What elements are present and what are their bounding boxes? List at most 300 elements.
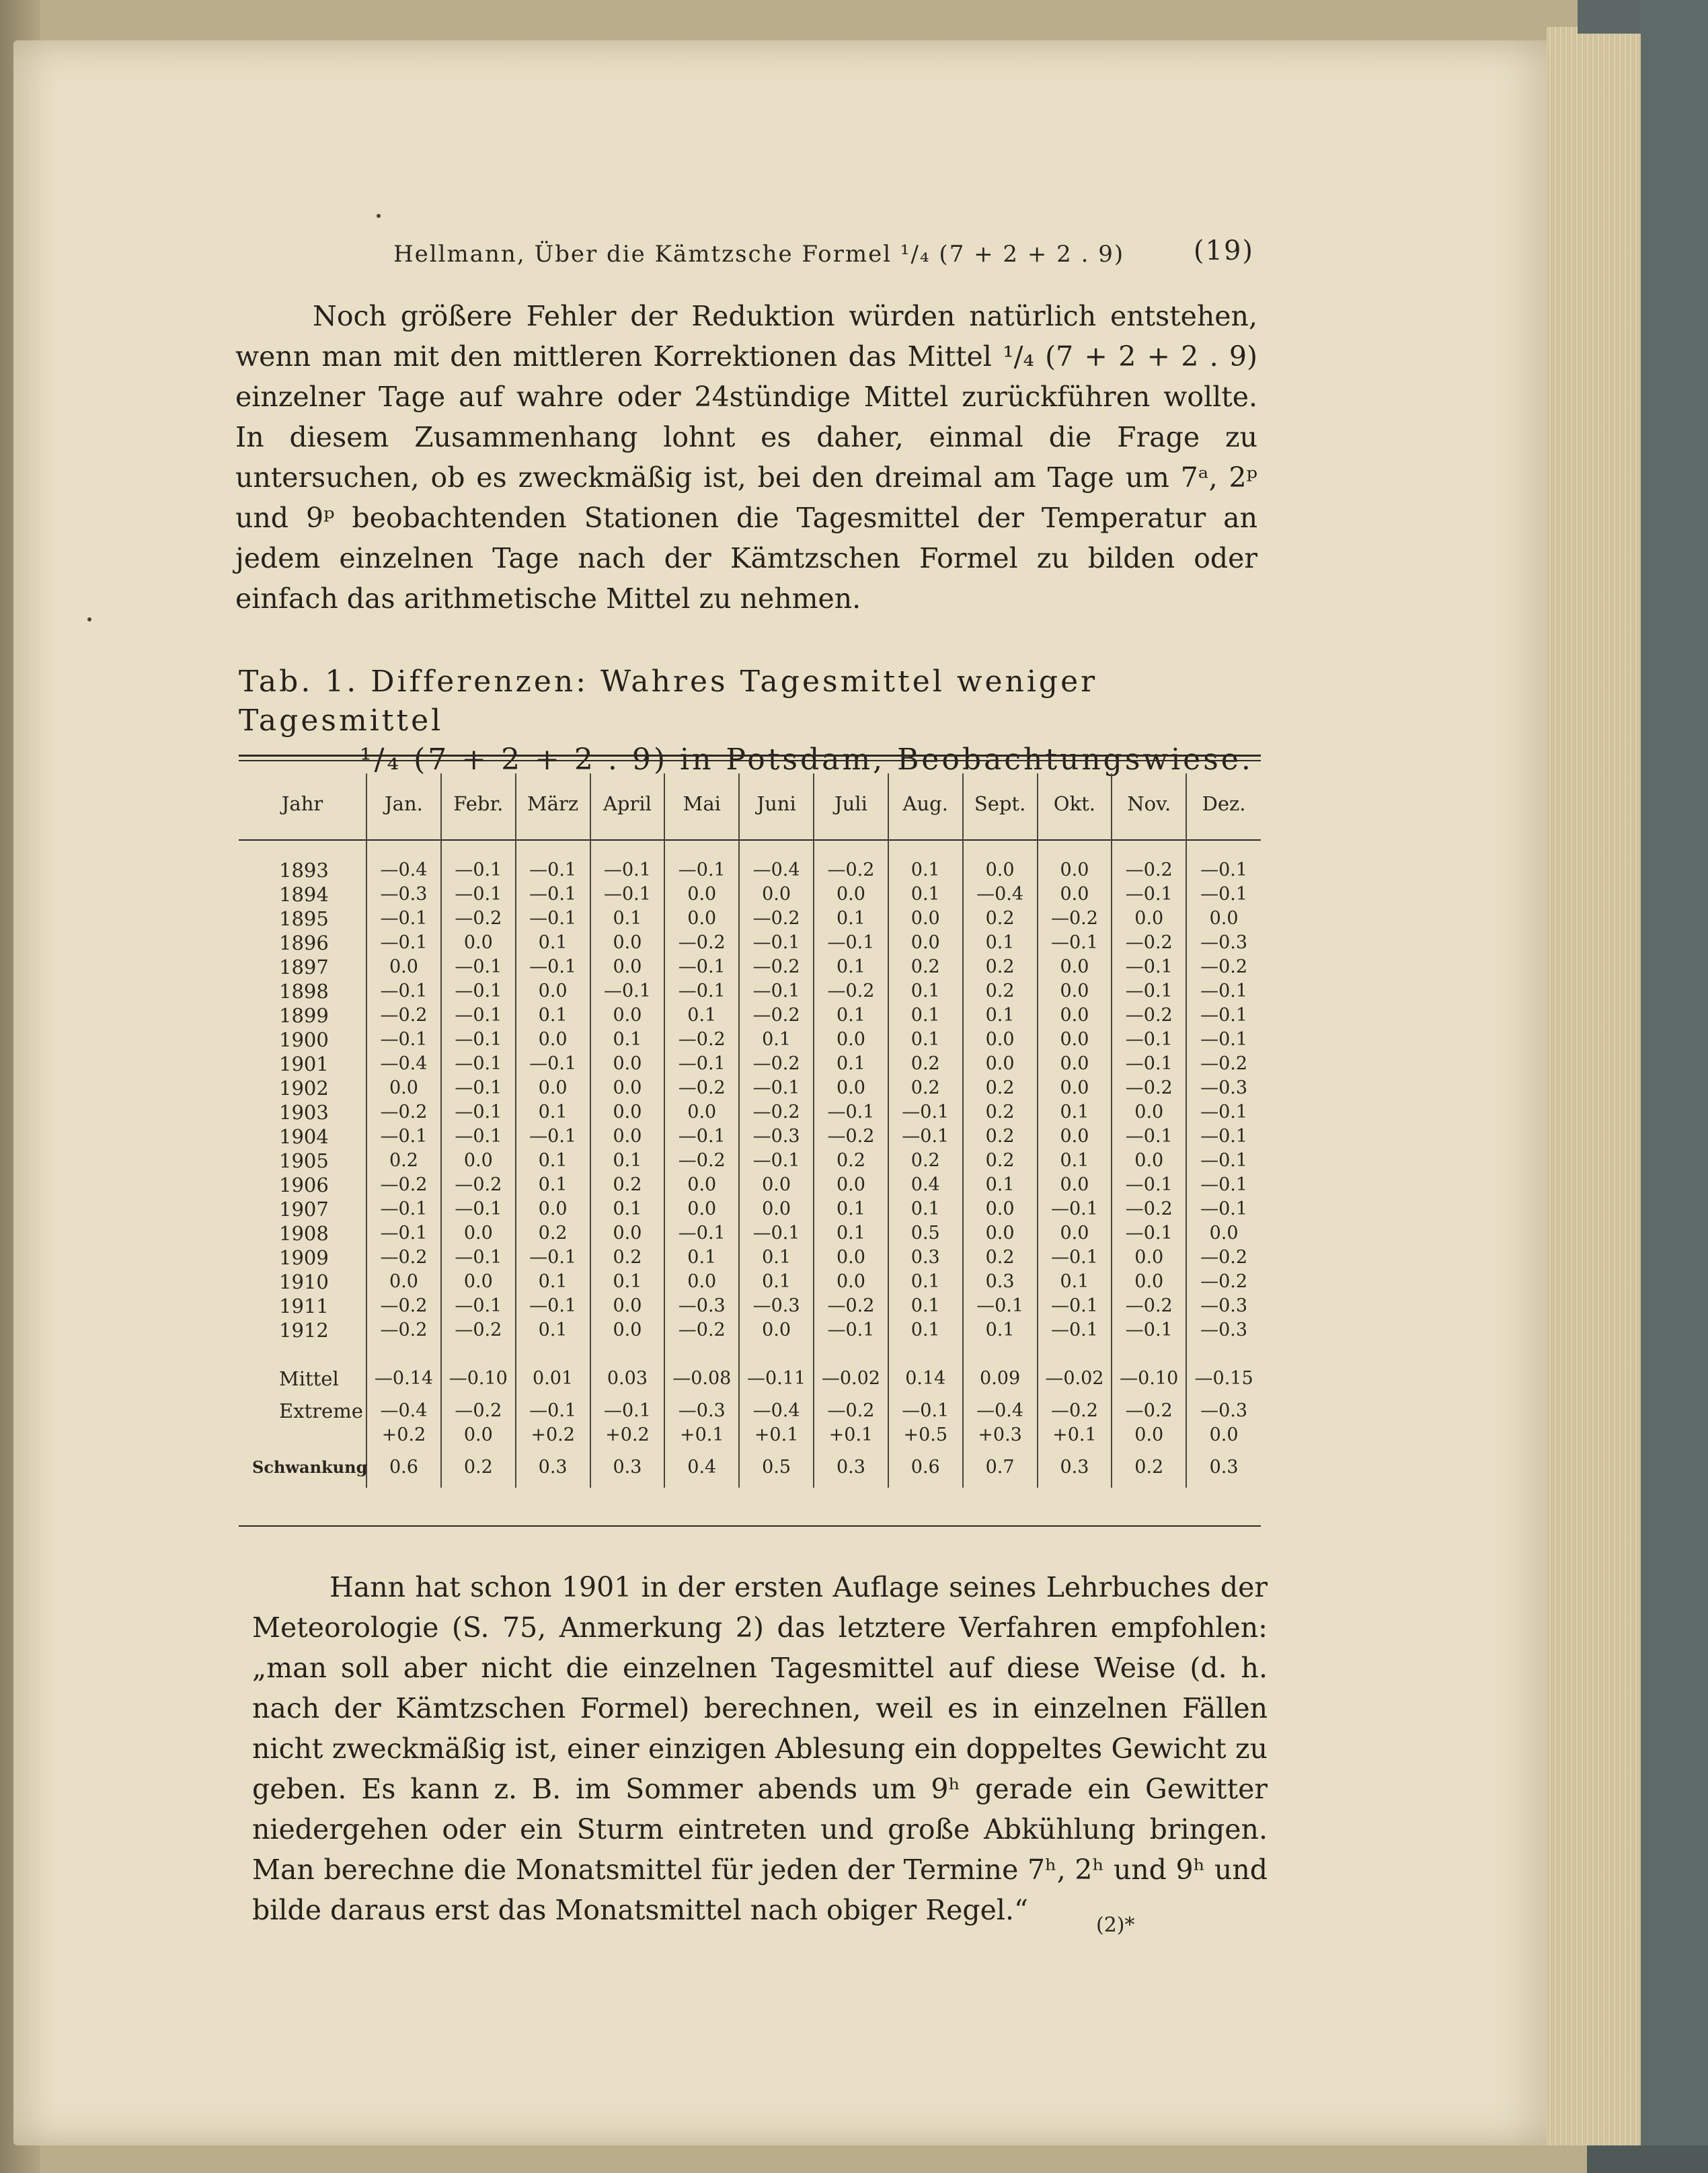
table-cell: —0.2 — [1112, 858, 1186, 882]
table-cell: —0.1 — [963, 1294, 1038, 1318]
table-cell: —0.15 — [1186, 1359, 1261, 1399]
table-cell: 0.01 — [516, 1359, 590, 1399]
book-cover — [1641, 0, 1708, 2173]
table-cell: 0.0 — [963, 1221, 1038, 1246]
table-cell: 0.2 — [963, 1100, 1038, 1124]
table-cell: —0.1 — [590, 1399, 665, 1423]
table-cell: —0.1 — [441, 1076, 516, 1100]
table-cell: —0.1 — [1186, 1028, 1261, 1052]
table-cell — [888, 834, 963, 858]
table-cell: —0.2 — [441, 1318, 516, 1342]
table-cell: —0.1 — [664, 1124, 739, 1149]
table-cell: —0.1 — [1112, 1221, 1186, 1246]
table-cell: 0.2 — [888, 955, 963, 979]
table-cell: 0.0 — [1038, 955, 1112, 979]
table-cell: 0.0 — [1186, 907, 1261, 931]
table-cell: —0.11 — [739, 1359, 814, 1399]
table-cell: 0.0 — [366, 1076, 441, 1100]
table-cell: —0.2 — [1112, 1399, 1186, 1423]
table-cell: 0.1 — [516, 931, 590, 955]
table-cell: 0.1 — [888, 1028, 963, 1052]
row-label: 1904 — [279, 1125, 329, 1148]
table-cell: —0.4 — [963, 1399, 1038, 1423]
table-cell — [516, 834, 590, 858]
table-cell — [1186, 1342, 1261, 1359]
table-cell: —0.1 — [441, 1052, 516, 1076]
table-cell: —0.2 — [664, 1149, 739, 1173]
column-header-jahr: Jahr — [281, 792, 323, 815]
table-cell: —0.1 — [1186, 882, 1261, 907]
table-cell — [814, 1342, 888, 1359]
table-cell: 0.0 — [516, 1197, 590, 1221]
speck — [87, 617, 91, 621]
caption-line-1: Tab. 1. Differenzen: Wahres Tagesmittel weniger Tagesmittel — [239, 664, 1098, 738]
table-cell: 0.2 — [963, 1124, 1038, 1149]
table-cell: —0.2 — [366, 1003, 441, 1028]
paragraph-hann-quote: Hann hat schon 1901 in der ersten Auflage seines Lehrbuches der Meteorologie (S. 75, Anmerkung 2) das letztere Verfahren empfohlen: „man soll aber nicht die einzelnen Tagesmittel auf diese Weise (d. h. nach der Kämtzschen Formel) berechnen, weil es in einzelnen Fällen nicht zweckmäßig ist, einer einzigen Ablesung ein doppeltes Gewicht zu geben. Es kann z. B. im Sommer abends um 9ʰ gerade ein Gewitter niedergehen oder ein Sturm eintreten und große Abkühlung bringen. Man berechne die Monatsmittel für jeden der Termine 7ʰ, 2ʰ und 9ʰ und bilde daraus erst das Monatsmittel nach obiger Regel.“ — [252, 1571, 1268, 1926]
table-cell: —0.1 — [590, 858, 665, 882]
table-cell — [963, 1342, 1038, 1359]
table-cell: —0.1 — [1112, 882, 1186, 907]
table-cell: —0.2 — [814, 979, 888, 1003]
table-cell: 0.0 — [664, 1173, 739, 1197]
table-cell — [1186, 834, 1261, 858]
table-cell — [739, 1342, 814, 1359]
table-cell: —0.2 — [664, 931, 739, 955]
table-cell: —0.1 — [1112, 1052, 1186, 1076]
table-cell: —0.1 — [516, 882, 590, 907]
table-cell: —0.1 — [516, 907, 590, 931]
page-number: (19) — [1193, 235, 1254, 266]
table-cell: 0.3 — [1186, 1447, 1261, 1488]
table-top-rule-2 — [239, 760, 1261, 761]
table-cell — [814, 834, 888, 858]
table-cell: 0.0 — [516, 1028, 590, 1052]
column-header-month: Juli — [814, 773, 888, 834]
row-label: 1907 — [279, 1198, 329, 1221]
table-cell: 0.1 — [516, 1173, 590, 1197]
table-cell: 0.0 — [366, 1270, 441, 1294]
table-cell: 0.1 — [963, 1318, 1038, 1342]
table-cell: 0.6 — [366, 1447, 441, 1488]
table-cell: —0.1 — [664, 1221, 739, 1246]
table-row — [239, 858, 1261, 882]
table-cell: 0.2 — [888, 1076, 963, 1100]
column-header-month: Aug. — [888, 773, 963, 834]
table-cell — [441, 834, 516, 858]
table-cell: 0.0 — [441, 1270, 516, 1294]
table-cell: 0.0 — [814, 1270, 888, 1294]
table-row — [239, 1221, 1261, 1246]
row-label — [239, 834, 366, 858]
table-row — [239, 1076, 1261, 1100]
row-label: 1899 — [279, 1004, 329, 1027]
column-header-month: Nov. — [1112, 773, 1186, 834]
table-row — [239, 1100, 1261, 1124]
table-cell: —0.3 — [1186, 1076, 1261, 1100]
table-cell: —0.2 — [739, 907, 814, 931]
table-cell: —0.1 — [366, 1197, 441, 1221]
table-cell: —0.1 — [739, 979, 814, 1003]
table-cell: —0.1 — [1186, 858, 1261, 882]
table-cell: 0.0 — [590, 1318, 665, 1342]
table-cell: +0.2 — [516, 1423, 590, 1447]
table-cell: 0.1 — [963, 931, 1038, 955]
table-cell: 0.1 — [1038, 1270, 1112, 1294]
table-cell: 0.3 — [516, 1447, 590, 1488]
table-cell — [441, 1342, 516, 1359]
row-label: 1896 — [279, 931, 329, 954]
table-cell: 0.1 — [888, 1318, 963, 1342]
table-cell: 0.0 — [441, 1423, 516, 1447]
table-cell — [664, 1342, 739, 1359]
table-cell: —0.2 — [739, 955, 814, 979]
table-cell: 0.1 — [590, 1197, 665, 1221]
running-head — [393, 235, 1254, 282]
speck — [377, 214, 381, 218]
table-cell: 0.0 — [739, 1197, 814, 1221]
table-cell: —0.2 — [1186, 955, 1261, 979]
table-cell: —0.2 — [814, 1399, 888, 1423]
table-cell: —0.1 — [888, 1100, 963, 1124]
table-cell: —0.4 — [366, 1399, 441, 1423]
table-cell: —0.1 — [1186, 979, 1261, 1003]
table-cell: —0.2 — [1112, 1294, 1186, 1318]
table-bottom-rule — [239, 1525, 1261, 1527]
table-cell: —0.4 — [739, 858, 814, 882]
table-cell: 0.5 — [888, 1221, 963, 1246]
table-cell: +0.1 — [664, 1423, 739, 1447]
table-cell: 0.0 — [963, 1052, 1038, 1076]
table-cell: —0.1 — [888, 1124, 963, 1149]
table-cell: 0.1 — [814, 1052, 888, 1076]
table-cell: —0.3 — [1186, 1399, 1261, 1423]
paragraph-intro: Noch größere Fehler der Reduktion würden natürlich entstehen, wenn man mit den mittleren Korrektionen das Mittel ¹/₄ (7 + 2 + 2 . 9) einzelner Tage auf wahre oder 24stündige Mittel zurückführen wollte. In diesem Zusammenhang lohnt es daher, einmal die Frage zu untersuchen, ob es zweckmäßig ist, bei den dreimal am Tage um 7ᵃ, 2ᵖ und 9ᵖ beobachtenden Stationen die Tagesmittel der Temperatur an jedem einzelnen Tage nach der Kämtzschen Formel zu bilden oder einfach das arithmetische Mittel zu nehmen. — [235, 300, 1257, 615]
table-cell: —0.1 — [664, 979, 739, 1003]
table-cell: —0.2 — [1112, 1076, 1186, 1100]
table-cell: 0.0 — [590, 1003, 665, 1028]
table-cell: 0.0 — [1038, 1124, 1112, 1149]
spacer-row — [239, 1342, 1261, 1359]
table-cell: —0.1 — [739, 931, 814, 955]
table-row — [239, 1318, 1261, 1342]
table-cell: —0.2 — [1112, 1197, 1186, 1221]
table-cell: —0.3 — [664, 1399, 739, 1423]
row-label: 1906 — [279, 1174, 329, 1196]
table-cell: 0.3 — [963, 1270, 1038, 1294]
column-header-month: März — [516, 773, 590, 834]
table-cell: 0.0 — [814, 1246, 888, 1270]
data-table — [239, 773, 1261, 1488]
table-cell: 0.2 — [366, 1149, 441, 1173]
table-cell: 0.0 — [888, 931, 963, 955]
table-cell: 0.1 — [888, 979, 963, 1003]
table-cell: 0.0 — [441, 1221, 516, 1246]
table-cell: —0.2 — [441, 907, 516, 931]
table-cell: 0.1 — [516, 1003, 590, 1028]
table-cell: 0.1 — [888, 1270, 963, 1294]
table-cell: 0.1 — [814, 1197, 888, 1221]
row-label: Schwankung — [252, 1457, 368, 1477]
table-cell: 0.1 — [814, 907, 888, 931]
table-cell: —0.1 — [1186, 1100, 1261, 1124]
table-cell: 0.1 — [739, 1270, 814, 1294]
table-cell: —0.1 — [814, 931, 888, 955]
table-row — [239, 1028, 1261, 1052]
table-cell: —0.14 — [366, 1359, 441, 1399]
table-cell: —0.3 — [739, 1124, 814, 1149]
table-cell: 0.0 — [963, 858, 1038, 882]
table-cell: —0.1 — [441, 1003, 516, 1028]
table-cell: —0.2 — [814, 1124, 888, 1149]
table-cell: —0.1 — [516, 955, 590, 979]
mittel-row — [239, 1359, 1261, 1399]
table-cell: 0.0 — [590, 1100, 665, 1124]
table-cell: 0.1 — [664, 1003, 739, 1028]
table-cell: —0.1 — [366, 1124, 441, 1149]
row-label: 1909 — [279, 1246, 329, 1269]
table-cell: 0.1 — [590, 1149, 665, 1173]
table-cell: 0.0 — [814, 1076, 888, 1100]
table-cell: 0.4 — [888, 1173, 963, 1197]
column-header-month: Okt. — [1038, 773, 1112, 834]
table-cell: 0.1 — [963, 1003, 1038, 1028]
table-cell: —0.1 — [516, 1246, 590, 1270]
row-label: Extreme — [279, 1400, 363, 1422]
row-label: 1895 — [279, 907, 329, 930]
table-cell: —0.2 — [664, 1028, 739, 1052]
row-label — [239, 1423, 366, 1447]
table-cell: 0.1 — [1038, 1149, 1112, 1173]
table-cell: 0.3 — [814, 1447, 888, 1488]
table-cell: 0.0 — [1112, 1100, 1186, 1124]
table-cell: —0.1 — [366, 931, 441, 955]
running-head-title: Hellmann, Über die Kämtzsche Formel ¹/₄ (7 + 2 + 2 . 9) — [393, 241, 1125, 268]
table-cell: —0.3 — [739, 1294, 814, 1318]
table-cell: +0.1 — [814, 1423, 888, 1447]
table-cell: +0.1 — [1038, 1423, 1112, 1447]
table-cell: 0.2 — [590, 1173, 665, 1197]
table-cell: —0.2 — [1112, 1003, 1186, 1028]
table-cell: —0.2 — [739, 1052, 814, 1076]
table-cell: —0.1 — [366, 1221, 441, 1246]
book-cover-bottom — [1587, 2145, 1708, 2173]
table-cell: 0.0 — [664, 1270, 739, 1294]
table-cell: —0.2 — [366, 1294, 441, 1318]
table-cell: 0.1 — [739, 1246, 814, 1270]
table-cell: 0.0 — [441, 931, 516, 955]
table-cell: 0.0 — [1112, 1246, 1186, 1270]
table-cell: —0.2 — [366, 1246, 441, 1270]
table-cell: 0.09 — [963, 1359, 1038, 1399]
table-cell: —0.2 — [441, 1173, 516, 1197]
table-cell: —0.4 — [739, 1399, 814, 1423]
table-cell: —0.1 — [366, 907, 441, 931]
table-cell: 0.1 — [516, 1100, 590, 1124]
table-cell: —0.02 — [1038, 1359, 1112, 1399]
table-cell: —0.2 — [814, 858, 888, 882]
row-label: 1908 — [279, 1222, 329, 1245]
table-cell: —0.1 — [1112, 1173, 1186, 1197]
table-body — [239, 834, 1261, 1488]
table-cell: 0.1 — [516, 1270, 590, 1294]
table-cell: +0.2 — [590, 1423, 665, 1447]
table-cell: +0.5 — [888, 1423, 963, 1447]
table-cell: 0.0 — [1038, 1003, 1112, 1028]
table-cell: 0.4 — [664, 1447, 739, 1488]
table-cell: 0.1 — [888, 1197, 963, 1221]
row-label: 1897 — [279, 956, 329, 979]
table-cell: 0.1 — [664, 1246, 739, 1270]
table-cell — [1112, 1342, 1186, 1359]
table-row — [239, 1124, 1261, 1149]
table-cell: 0.2 — [814, 1149, 888, 1173]
table-cell — [1038, 834, 1112, 858]
table-row — [239, 1149, 1261, 1173]
extreme-max-row — [239, 1423, 1261, 1447]
table-row — [239, 1246, 1261, 1270]
table-cell: 0.0 — [1038, 1052, 1112, 1076]
table-cell: 0.0 — [1186, 1221, 1261, 1246]
signature-mark: (2)* — [1096, 1913, 1135, 1937]
table-top-rule — [239, 755, 1261, 757]
table-cell: —0.1 — [1038, 1318, 1112, 1342]
table-cell: 0.0 — [963, 1028, 1038, 1052]
table-cell: 0.0 — [664, 1100, 739, 1124]
table-cell: 0.0 — [814, 1173, 888, 1197]
table-cell: 0.0 — [739, 1318, 814, 1342]
table-cell — [739, 834, 814, 858]
table-cell: 0.0 — [590, 1221, 665, 1246]
table-caption — [239, 662, 1261, 779]
table-cell: 0.1 — [516, 1149, 590, 1173]
table-cell: 0.1 — [1038, 1100, 1112, 1124]
table-cell: 0.0 — [739, 882, 814, 907]
table-cell: —0.1 — [739, 1076, 814, 1100]
table-cell: —0.2 — [441, 1399, 516, 1423]
table-cell — [590, 1342, 665, 1359]
row-label: 1903 — [279, 1101, 329, 1124]
table-row — [239, 955, 1261, 979]
row-label: 1901 — [279, 1053, 329, 1075]
table-cell: —0.3 — [664, 1294, 739, 1318]
table-cell — [1038, 1342, 1112, 1359]
row-label: 1905 — [279, 1149, 329, 1172]
row-label: 1893 — [279, 859, 329, 882]
table-cell: 0.1 — [888, 882, 963, 907]
table-cell: +0.2 — [366, 1423, 441, 1447]
table-cell: —0.1 — [441, 1100, 516, 1124]
table-cell: 0.2 — [963, 1076, 1038, 1100]
table-cell: 0.0 — [1112, 907, 1186, 931]
table-cell: 0.0 — [366, 955, 441, 979]
table-cell: 0.1 — [814, 1221, 888, 1246]
table-cell: 0.2 — [963, 979, 1038, 1003]
column-header-month: Juni — [739, 773, 814, 834]
table-cell: —0.1 — [1186, 1197, 1261, 1221]
page-edges — [1547, 27, 1647, 2145]
table-cell: 0.3 — [590, 1447, 665, 1488]
table-cell: —0.1 — [664, 858, 739, 882]
table-cell: —0.1 — [441, 1124, 516, 1149]
table-cell: 0.1 — [590, 1028, 665, 1052]
table-cell: 0.0 — [1112, 1270, 1186, 1294]
table-cell: —0.1 — [1112, 1318, 1186, 1342]
row-label: 1898 — [279, 980, 329, 1003]
table-cell: 0.0 — [1038, 979, 1112, 1003]
table-cell — [590, 834, 665, 858]
table-cell: 0.6 — [888, 1447, 963, 1488]
table-row — [239, 1173, 1261, 1197]
table-cell: —0.3 — [1186, 931, 1261, 955]
table-cell: 0.0 — [814, 882, 888, 907]
table-cell: 0.1 — [814, 955, 888, 979]
table-cell: +0.3 — [963, 1423, 1038, 1447]
table-cell: 0.2 — [590, 1246, 665, 1270]
row-label: 1912 — [279, 1319, 329, 1342]
table-cell: —0.1 — [441, 1294, 516, 1318]
table-cell: —0.1 — [664, 955, 739, 979]
table-cell: —0.1 — [516, 1124, 590, 1149]
table-cell: —0.1 — [441, 882, 516, 907]
table-cell: 0.1 — [888, 1003, 963, 1028]
table-cell: —0.2 — [1038, 907, 1112, 931]
table-cell — [963, 834, 1038, 858]
table-cell: —0.1 — [814, 1318, 888, 1342]
table-cell: 0.0 — [1038, 1173, 1112, 1197]
table-cell: 0.3 — [1038, 1447, 1112, 1488]
row-label: Mittel — [279, 1367, 339, 1390]
table-cell: 0.1 — [963, 1173, 1038, 1197]
table-cell: —0.1 — [1112, 1028, 1186, 1052]
table-cell: 0.0 — [441, 1149, 516, 1173]
table-row — [239, 931, 1261, 955]
table-row — [239, 1003, 1261, 1028]
column-header-month: April — [590, 773, 665, 834]
row-label: 1902 — [279, 1077, 329, 1100]
table-cell: 0.1 — [888, 1294, 963, 1318]
table-cell: 0.2 — [888, 1052, 963, 1076]
table-cell: —0.10 — [1112, 1359, 1186, 1399]
table-cell — [366, 1342, 441, 1359]
table-cell: 0.0 — [963, 1197, 1038, 1221]
column-header-month: Jan. — [366, 773, 441, 834]
table-cell: 0.03 — [590, 1359, 665, 1399]
table-cell: 0.2 — [963, 955, 1038, 979]
table-cell: —0.1 — [1112, 1124, 1186, 1149]
table-cell: —0.1 — [441, 1028, 516, 1052]
table-cell: —0.1 — [441, 955, 516, 979]
column-header-month: Sept. — [963, 773, 1038, 834]
table-cell: —0.4 — [366, 1052, 441, 1076]
table-cell: 0.0 — [664, 1197, 739, 1221]
table-cell: —0.1 — [1038, 1294, 1112, 1318]
table-cell: —0.2 — [1038, 1399, 1112, 1423]
table-cell: —0.1 — [888, 1399, 963, 1423]
table-header-row — [239, 773, 1261, 834]
table-cell: —0.1 — [441, 1246, 516, 1270]
table-cell: 0.1 — [814, 1003, 888, 1028]
table-cell: 0.2 — [888, 1149, 963, 1173]
table-cell: 0.0 — [1038, 882, 1112, 907]
table-cell: —0.1 — [1186, 1003, 1261, 1028]
table-cell: —0.3 — [366, 882, 441, 907]
table-cell: 0.0 — [590, 1124, 665, 1149]
table-cell: —0.3 — [1186, 1318, 1261, 1342]
table-cell: —0.1 — [1038, 1246, 1112, 1270]
table-cell: —0.2 — [1186, 1246, 1261, 1270]
column-header-month: Febr. — [441, 773, 516, 834]
